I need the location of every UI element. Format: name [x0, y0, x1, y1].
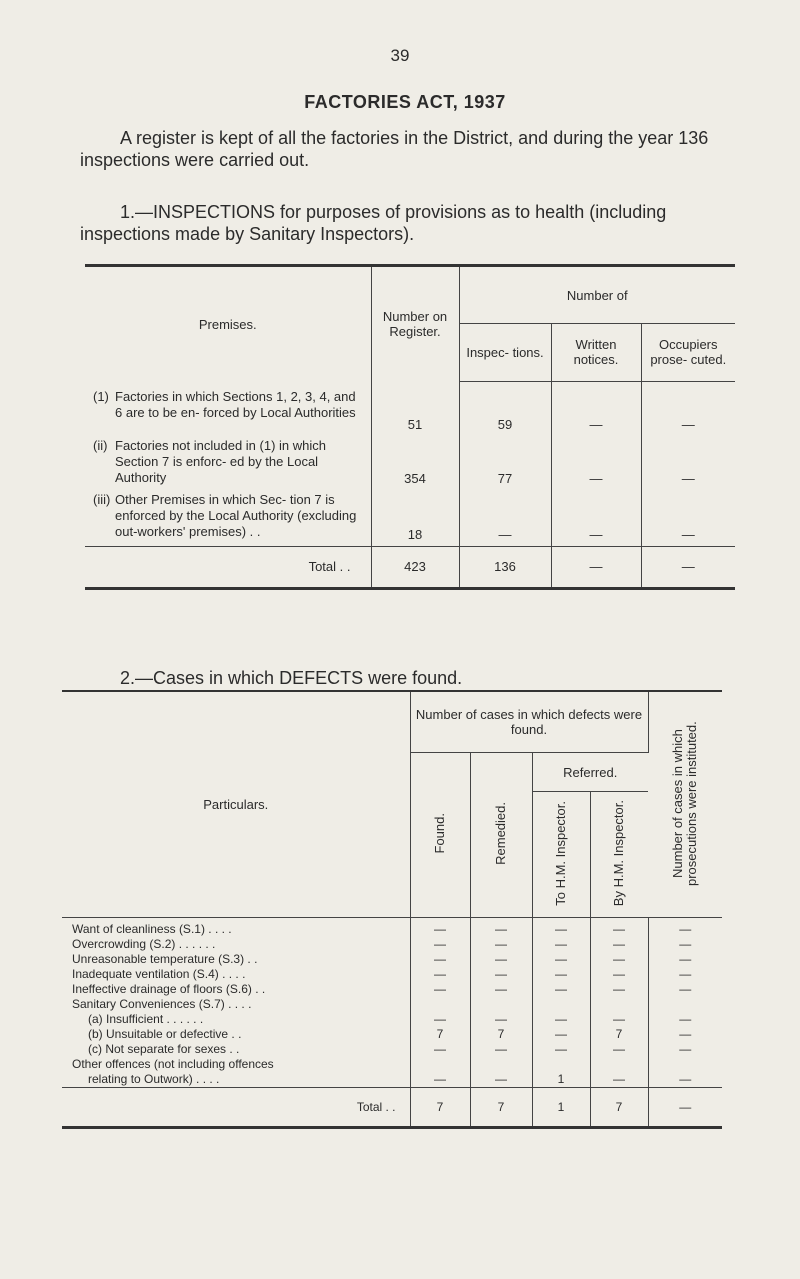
total-pros: —	[648, 1088, 722, 1128]
pros-cell: —	[679, 1027, 692, 1041]
found-cell: —	[410, 1042, 470, 1057]
found-header-text: Found.	[432, 813, 447, 854]
referred-header: Referred.	[532, 753, 648, 792]
found-cell: —	[410, 967, 470, 982]
pros-cell: —	[679, 967, 692, 981]
particulars-cell: Overcrowding (S.2) . . . . . .	[62, 937, 410, 952]
register-header: Number on Register.	[371, 266, 459, 382]
pros-cell: —	[679, 1042, 692, 1056]
remedied-cell: —	[470, 937, 532, 952]
total-to: 1	[532, 1088, 590, 1128]
total-remedied: 7	[470, 1088, 532, 1128]
number-of-header: Number of	[566, 287, 628, 303]
table-row	[85, 436, 735, 490]
prosecutions-header-text: Number of cases in which prosecutions were instituted.	[670, 720, 700, 886]
inspections-header: Inspec- tions.	[459, 324, 551, 382]
to-cell: —	[532, 982, 590, 997]
pros-cell: —	[679, 1012, 692, 1026]
premises-text: Other Premises in which Sec- tion 7 is enforced by the Local Authority (excluding out-workers' premises) . .	[115, 491, 357, 539]
particulars-header: Particulars.	[62, 691, 410, 918]
by-cell: —	[590, 967, 648, 982]
table-row	[62, 967, 722, 982]
occupiers-cell: —	[681, 470, 695, 486]
pros-cell: —	[648, 918, 722, 938]
table-row	[85, 381, 735, 436]
particulars-cell: relating to Outwork) . . . .	[62, 1072, 410, 1088]
to-cell: —	[532, 1042, 590, 1057]
inspections-cell: 59	[459, 381, 551, 436]
total-found: 7	[410, 1088, 470, 1128]
total-label: Total . .	[85, 546, 371, 588]
occupiers-prosecuted-header: Occupiers prose- cuted.	[641, 324, 735, 382]
found-cell: —	[410, 1012, 470, 1027]
pros-cell: —	[679, 952, 692, 966]
to-cell: 1	[532, 1072, 590, 1088]
by-hm-header-text: By H.M. Inspector.	[611, 799, 627, 907]
particulars-cell: Ineffective drainage of floors (S.6) . .	[62, 982, 410, 997]
premises-cell	[85, 490, 371, 547]
total-register: 423	[371, 546, 459, 588]
found-header	[410, 753, 470, 918]
to-cell: —	[532, 1027, 590, 1042]
remedied-cell	[470, 997, 532, 1012]
table-row	[62, 1027, 722, 1042]
table-row	[62, 1057, 722, 1072]
particulars-cell: Sanitary Conveniences (S.7) . . . .	[62, 997, 410, 1012]
pros-cell	[648, 997, 722, 1012]
table-row	[62, 982, 722, 997]
premises-header: Premises.	[85, 266, 371, 382]
remedied-header-text: Remedied.	[493, 802, 508, 865]
premises-text: Factories not included in (1) in which Section 7 is enforc- ed by the Local Authority	[115, 437, 326, 485]
pros-cell	[648, 1057, 722, 1072]
to-hm-inspector-header	[532, 792, 590, 918]
remedied-cell: —	[470, 967, 532, 982]
total-inspections: 136	[459, 546, 551, 588]
remedied-cell: —	[470, 952, 532, 967]
by-cell: —	[590, 1072, 648, 1088]
inspections-table	[85, 264, 735, 590]
total-by: 7	[590, 1088, 648, 1128]
remedied-cell: —	[470, 1042, 532, 1057]
to-cell: —	[532, 952, 590, 967]
particulars-cell: (a) Insufficient . . . . . .	[62, 1012, 410, 1027]
to-cell: —	[532, 967, 590, 982]
by-cell: —	[590, 952, 648, 967]
total-row	[85, 546, 735, 588]
register-cell: 51	[371, 381, 459, 436]
register-cell: 18	[371, 490, 459, 547]
by-cell: 7	[590, 1027, 648, 1042]
section2-title: 2.—Cases in which DEFECTS were found.	[120, 668, 463, 688]
written-notices-header: Written notices.	[551, 324, 641, 382]
table-row	[62, 1042, 722, 1057]
to-cell	[532, 997, 590, 1012]
intro-paragraph: A register is kept of all the factories in the District, and during the year 136 inspections were carried out.	[80, 128, 709, 170]
to-cell: —	[532, 937, 590, 952]
found-cell: —	[410, 918, 470, 938]
total-occupiers: —	[641, 546, 735, 588]
occupiers-cell: —	[681, 526, 695, 542]
by-cell	[590, 1057, 648, 1072]
found-cell: —	[410, 982, 470, 997]
by-hm-inspector-header	[590, 792, 648, 918]
to-cell	[532, 1057, 590, 1072]
written-cell: —	[551, 490, 641, 547]
inspections-cell: 77	[459, 436, 551, 490]
row-number: (ii)	[93, 437, 108, 453]
by-cell: —	[590, 982, 648, 997]
section1-title: 1.—INSPECTIONS for purposes of provisions as to health (including inspections made by Sanitary Inspectors).	[80, 202, 667, 244]
premises-cell	[85, 381, 371, 436]
by-cell: —	[590, 1042, 648, 1057]
particulars-cell: Inadequate ventilation (S.4) . . . .	[62, 967, 410, 982]
found-cell	[410, 997, 470, 1012]
remedied-cell: —	[470, 1072, 532, 1088]
table-row	[85, 490, 735, 547]
table-row	[62, 918, 722, 938]
pros-cell: —	[679, 1072, 692, 1086]
written-cell: —	[551, 381, 641, 436]
table-row	[62, 997, 722, 1012]
total-row	[62, 1088, 722, 1128]
table-row	[62, 952, 722, 967]
by-cell: —	[590, 918, 648, 938]
by-cell: —	[590, 937, 648, 952]
remedied-cell: —	[470, 982, 532, 997]
premises-cell	[85, 436, 371, 490]
number-of-cases-header: Number of cases in which defects were found.	[410, 691, 648, 753]
remedied-cell	[470, 1057, 532, 1072]
table-row	[62, 937, 722, 952]
written-cell: —	[551, 436, 641, 490]
pros-cell: —	[679, 937, 692, 951]
register-cell: 354	[371, 436, 459, 490]
particulars-cell: Other offences (not including offences	[62, 1057, 410, 1072]
prosecutions-header	[648, 691, 722, 918]
found-cell: —	[410, 1072, 470, 1088]
table-row	[62, 1012, 722, 1027]
remedied-cell: —	[470, 1012, 532, 1027]
row-number: (iii)	[93, 491, 111, 507]
to-cell: —	[532, 918, 590, 938]
to-cell: —	[532, 1012, 590, 1027]
row-number: (1)	[93, 389, 109, 404]
by-cell: —	[590, 1012, 648, 1027]
particulars-cell: Want of cleanliness (S.1) . . . .	[62, 918, 410, 938]
by-cell	[590, 997, 648, 1012]
page-number: 39	[390, 46, 410, 65]
remedied-header	[470, 753, 532, 918]
to-hm-header-text: To H.M. Inspector.	[553, 800, 568, 906]
particulars-cell: (c) Not separate for sexes . .	[62, 1042, 410, 1057]
remedied-cell: —	[470, 918, 532, 938]
found-cell: 7	[410, 1027, 470, 1042]
found-cell: —	[410, 952, 470, 967]
particulars-cell: (b) Unsuitable or defective . .	[62, 1027, 410, 1042]
table-row	[62, 1072, 722, 1088]
page-heading: FACTORIES ACT, 1937	[304, 92, 506, 112]
total-written: —	[551, 546, 641, 588]
occupiers-cell: —	[681, 416, 695, 432]
found-cell: —	[410, 937, 470, 952]
premises-text: Factories in which Sections 1, 2, 3, 4, and 6 are to be en- forced by Local Authorities	[115, 389, 356, 420]
pros-cell: —	[679, 982, 692, 996]
inspections-cell: —	[459, 490, 551, 547]
defects-table	[62, 690, 722, 1129]
found-cell	[410, 1057, 470, 1072]
particulars-cell: Unreasonable temperature (S.3) . .	[62, 952, 410, 967]
total-label: Total . .	[62, 1088, 410, 1128]
remedied-cell: 7	[470, 1027, 532, 1042]
